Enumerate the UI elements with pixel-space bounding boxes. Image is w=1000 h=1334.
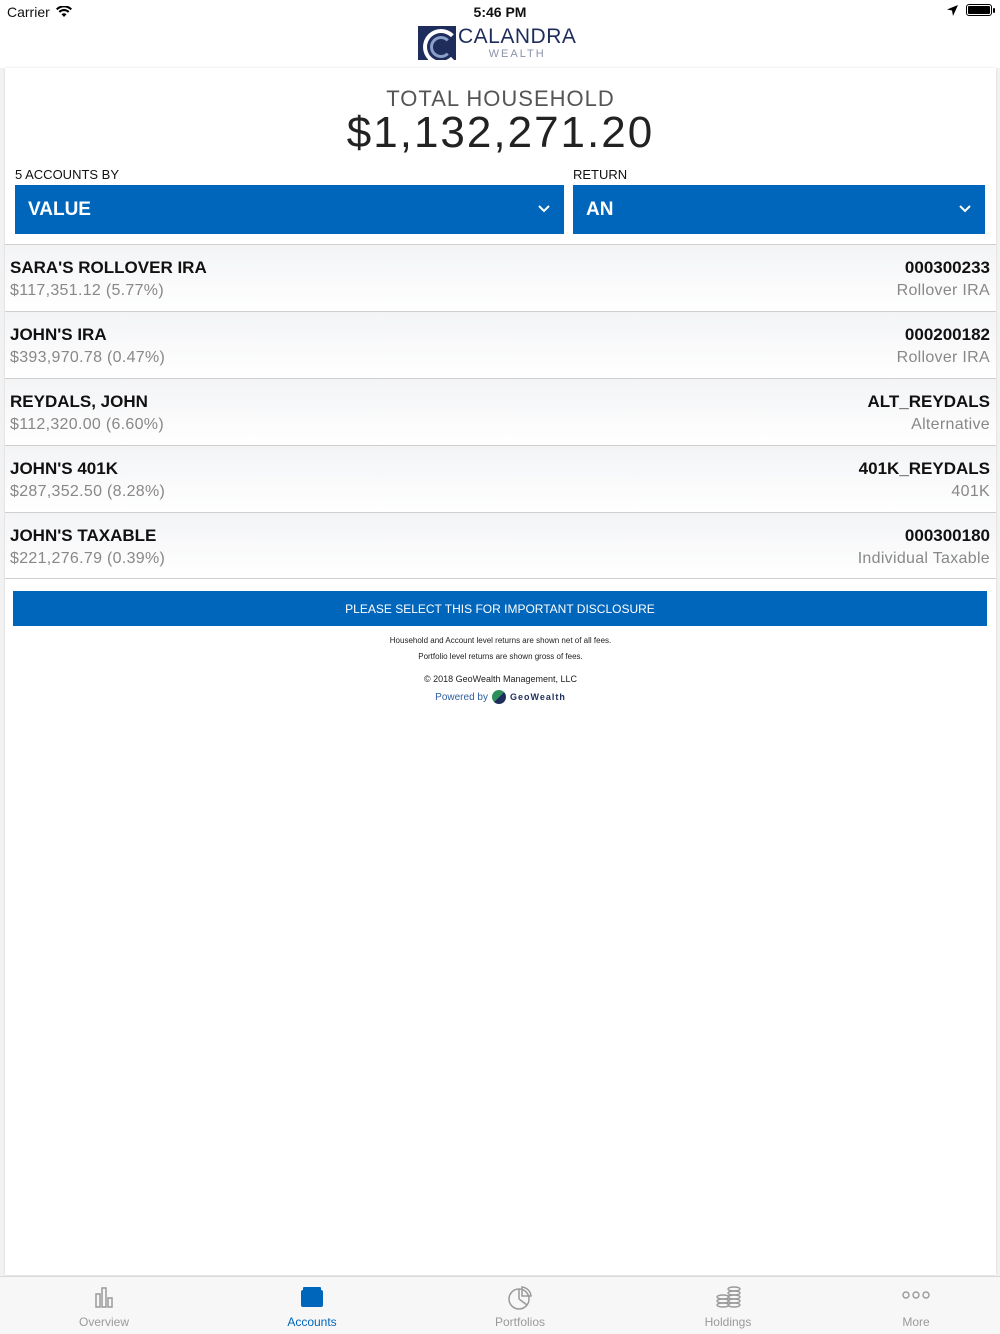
chevron-down-icon <box>957 200 973 216</box>
account-value: $117,351.12 (5.77%) <box>10 282 164 299</box>
geowealth-logo-icon <box>492 690 506 704</box>
wallet-icon <box>298 1285 326 1311</box>
tab-bar <box>0 1276 1000 1334</box>
app-header <box>0 24 1000 68</box>
account-row[interactable] <box>5 378 996 445</box>
copyright: © 2018 GeoWealth Management, LLC <box>423 674 578 684</box>
pie-chart-icon <box>506 1285 534 1311</box>
account-value: $112,320.00 (6.60%) <box>10 416 164 433</box>
tab-overview[interactable] <box>4 1277 204 1334</box>
return-value: AN <box>586 198 614 220</box>
chevron-down-icon <box>536 200 552 216</box>
disclosure-button[interactable]: PLEASE SELECT THIS FOR IMPORTANT DISCLOSURE <box>13 591 987 626</box>
account-value: $393,970.78 (0.47%) <box>10 349 166 366</box>
account-row[interactable] <box>5 512 996 579</box>
account-row[interactable] <box>5 445 996 512</box>
account-name: SARA'S ROLLOVER IRA <box>10 258 207 277</box>
tab-label: More <box>902 1315 930 1329</box>
total-household-label: TOTAL HOUSEHOLD <box>386 86 615 111</box>
tab-label: Holdings <box>704 1315 752 1329</box>
status-time: 5:46 PM <box>473 4 527 20</box>
sort-by-select[interactable] <box>15 185 564 234</box>
tab-accounts[interactable] <box>212 1277 412 1334</box>
tab-portfolios[interactable] <box>420 1277 620 1334</box>
powered-by-label: Powered by <box>435 691 488 703</box>
location-arrow-icon <box>947 5 958 16</box>
account-type: Rollover IRA <box>896 349 990 366</box>
account-name: JOHN'S IRA <box>10 325 107 344</box>
tab-label: Portfolios <box>494 1315 546 1329</box>
carrier-label: Carrier <box>7 4 50 20</box>
tab-holdings[interactable] <box>628 1277 828 1334</box>
gross-fees-note: Portfolio level returns are shown gross of fees. <box>418 652 583 661</box>
status-bar <box>0 0 1000 24</box>
powered-by <box>5 690 996 704</box>
brand-logo <box>418 26 576 60</box>
coins-icon <box>714 1285 742 1311</box>
account-number: 000200182 <box>904 325 990 344</box>
brand-name: CALANDRA <box>458 25 577 48</box>
calandra-logo-icon <box>418 26 456 60</box>
brand-subtitle: WEALTH <box>488 48 546 60</box>
battery-icon <box>966 4 992 16</box>
total-household-value: $1,132,271.20 <box>346 108 655 157</box>
accounts-list <box>5 244 996 579</box>
account-row[interactable] <box>5 311 996 378</box>
account-type: 401K <box>951 483 990 500</box>
return-label: RETURN <box>573 167 628 182</box>
account-name: REYDALS, JOHN <box>10 392 148 411</box>
geowealth-brand: GeoWealth <box>509 692 566 702</box>
account-type: Alternative <box>911 416 990 433</box>
sort-by-value: VALUE <box>28 198 91 220</box>
account-row[interactable] <box>5 244 996 311</box>
account-number: 000300233 <box>904 258 990 277</box>
account-name: JOHN'S TAXABLE <box>10 526 157 545</box>
account-value: $221,276.79 (0.39%) <box>10 550 166 567</box>
account-number: ALT_REYDALS <box>867 392 990 411</box>
net-fees-note: Household and Account level returns are shown net of all fees. <box>389 636 612 645</box>
tab-more[interactable] <box>816 1277 1000 1334</box>
account-type: Individual Taxable <box>857 550 990 567</box>
account-number: 000300180 <box>904 526 990 545</box>
tab-label: Overview <box>78 1315 129 1329</box>
account-name: JOHN'S 401K <box>10 459 118 478</box>
account-number: 401K_REYDALS <box>858 459 990 478</box>
account-type: Rollover IRA <box>896 282 990 299</box>
accounts-panel <box>5 68 996 1275</box>
sort-by-label: 5 ACCOUNTS BY <box>15 167 120 182</box>
more-icon <box>902 1285 930 1311</box>
tab-label: Accounts <box>287 1315 337 1329</box>
bar-chart-icon <box>90 1285 118 1311</box>
return-select[interactable] <box>573 185 985 234</box>
account-value: $287,352.50 (8.28%) <box>10 483 166 500</box>
